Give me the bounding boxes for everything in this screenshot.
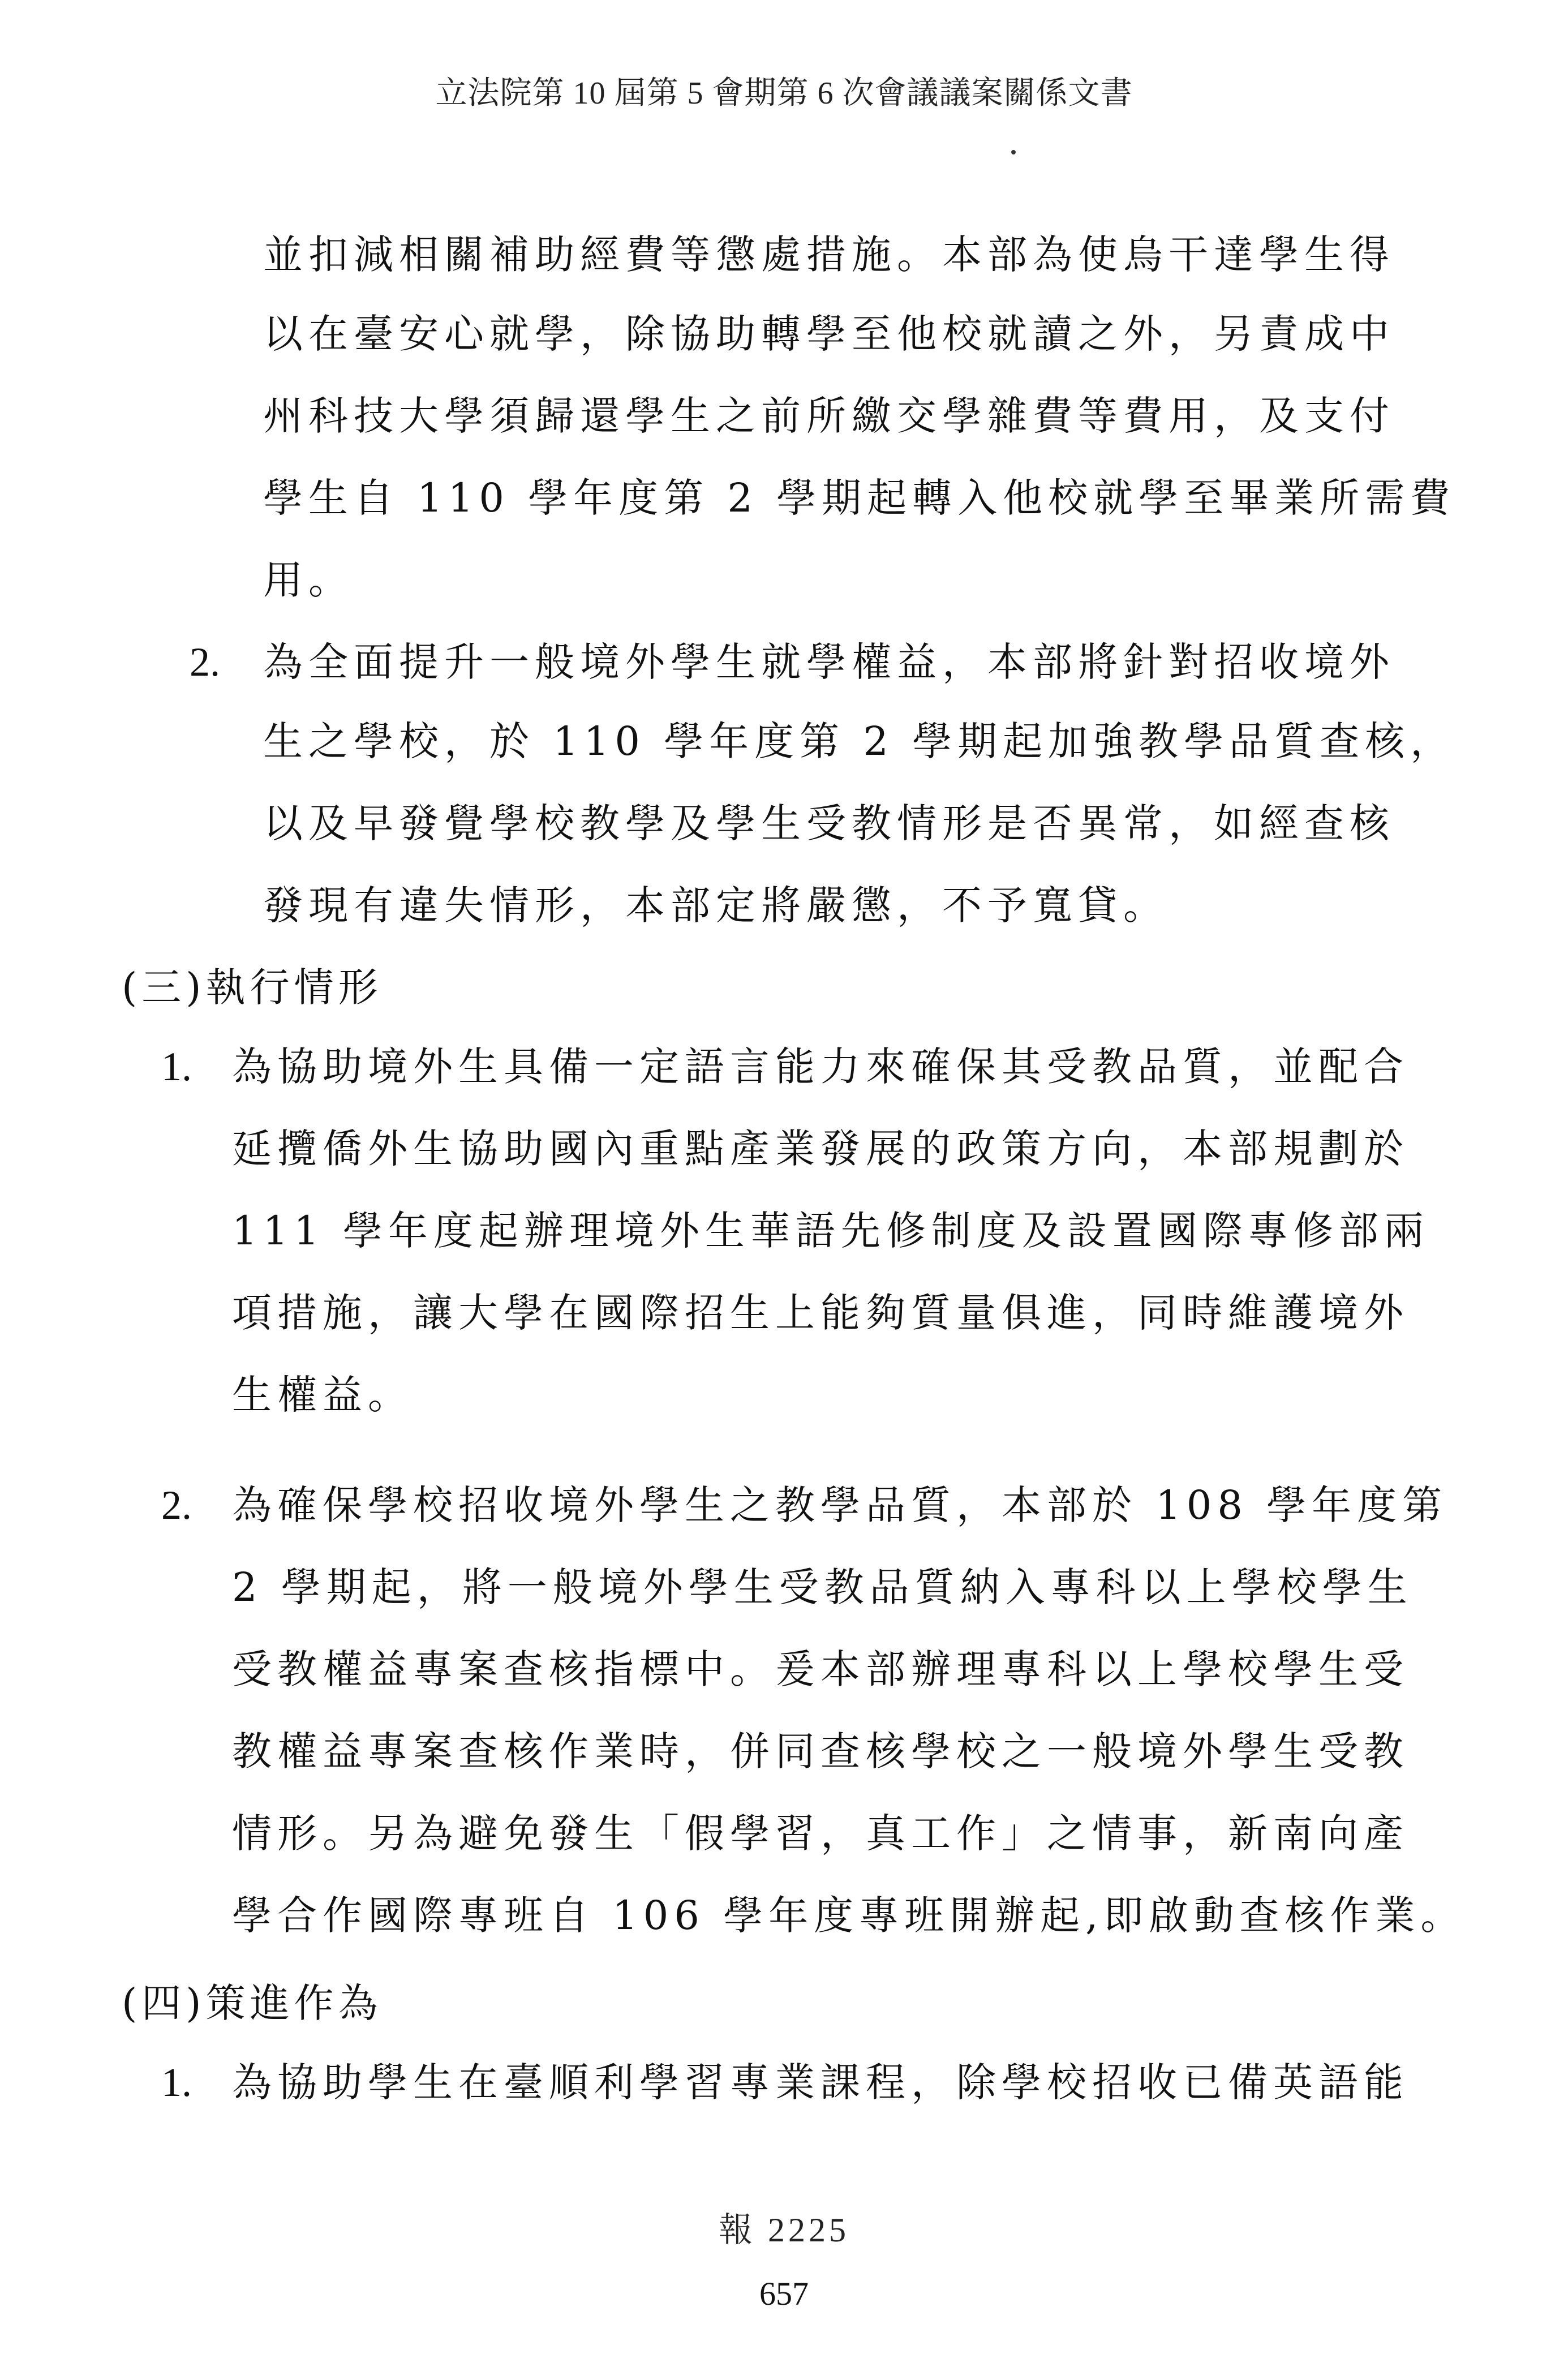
item-line: 生之學校，於 110 學年度第 2 學期起加強教學品質查核，: [263, 718, 1456, 764]
item-line: 學合作國際專班自 106 學年度專班開辦起,即啟動查核作業。: [232, 1892, 1466, 1939]
item-number: 2.: [190, 639, 220, 685]
continuation-line: 以在臺安心就學，除協助轉學至他校就讀之外，另責成中: [263, 311, 1395, 357]
item-line: 以及早發覺學校教學及學生受教情形是否異常，如經查核: [263, 800, 1395, 847]
item-line: 發現有違失情形，本部定將嚴懲，不予寬貸。: [263, 882, 1169, 929]
item-number: 2.: [161, 1483, 192, 1528]
item-line: 2 學期起，將一般境外學生受教品質納入專科以上學校學生: [232, 1564, 1413, 1610]
continuation-line: 州科技大學須歸還學生之前所繳交學雜費等費用，及支付: [263, 393, 1395, 439]
page-number: 657: [759, 2275, 809, 2312]
item-line: 受教權益專案查核指標中。爰本部辦理專科以上學校學生受: [232, 1646, 1409, 1692]
item-number: 1.: [161, 1044, 192, 1089]
item-line: 延攬僑外生協助國內重點產業發展的政策方向，本部規劃於: [232, 1125, 1409, 1172]
scan-speck: [1011, 150, 1016, 154]
item-line: 為協助境外生具備一定語言能力來確保其受教品質，並配合: [232, 1043, 1409, 1090]
continuation-line: 學生自 110 學年度第 2 學期起轉入他校就學至畢業所需費: [263, 475, 1456, 521]
section-heading: (四)策進作為: [122, 1980, 383, 2026]
item-line: 生權益。: [232, 1372, 413, 1418]
item-line: 為確保學校招收境外學生之教學品質，本部於 108 學年度第: [232, 1482, 1448, 1528]
item-line: 111 學年度起辦理境外生華語先修制度及設置國際專修部兩: [232, 1208, 1429, 1254]
cut-off-document-code: [719, 2211, 877, 2249]
item-line: 情形。另為避免發生「假學習，真工作」之情事，新南向產: [232, 1810, 1409, 1857]
item-line: 為協助學生在臺順利學習專業課程，除學校招收已備英語能: [232, 2059, 1409, 2106]
item-number: 1.: [161, 2060, 192, 2105]
continuation-line: 用。: [263, 557, 354, 603]
item-line: 項措施，讓大學在國際招生上能夠質量俱進，同時維護境外: [232, 1290, 1409, 1336]
document-header: 立法院第 10 屆第 5 會期第 6 次會議議案關係文書: [435, 76, 1133, 111]
continuation-line: 並扣減相關補助經費等懲處措施。本部為使烏干達學生得: [263, 231, 1395, 278]
item-line: 教權益專案查核作業時，併同查核學校之一般境外學生受教: [232, 1728, 1409, 1775]
cut-off-document-code-text: 報 2225: [719, 2211, 849, 2249]
item-line: 為全面提升一般境外學生就學權益，本部將針對招收境外: [263, 639, 1395, 685]
section-heading: (三)執行情形: [122, 964, 383, 1011]
